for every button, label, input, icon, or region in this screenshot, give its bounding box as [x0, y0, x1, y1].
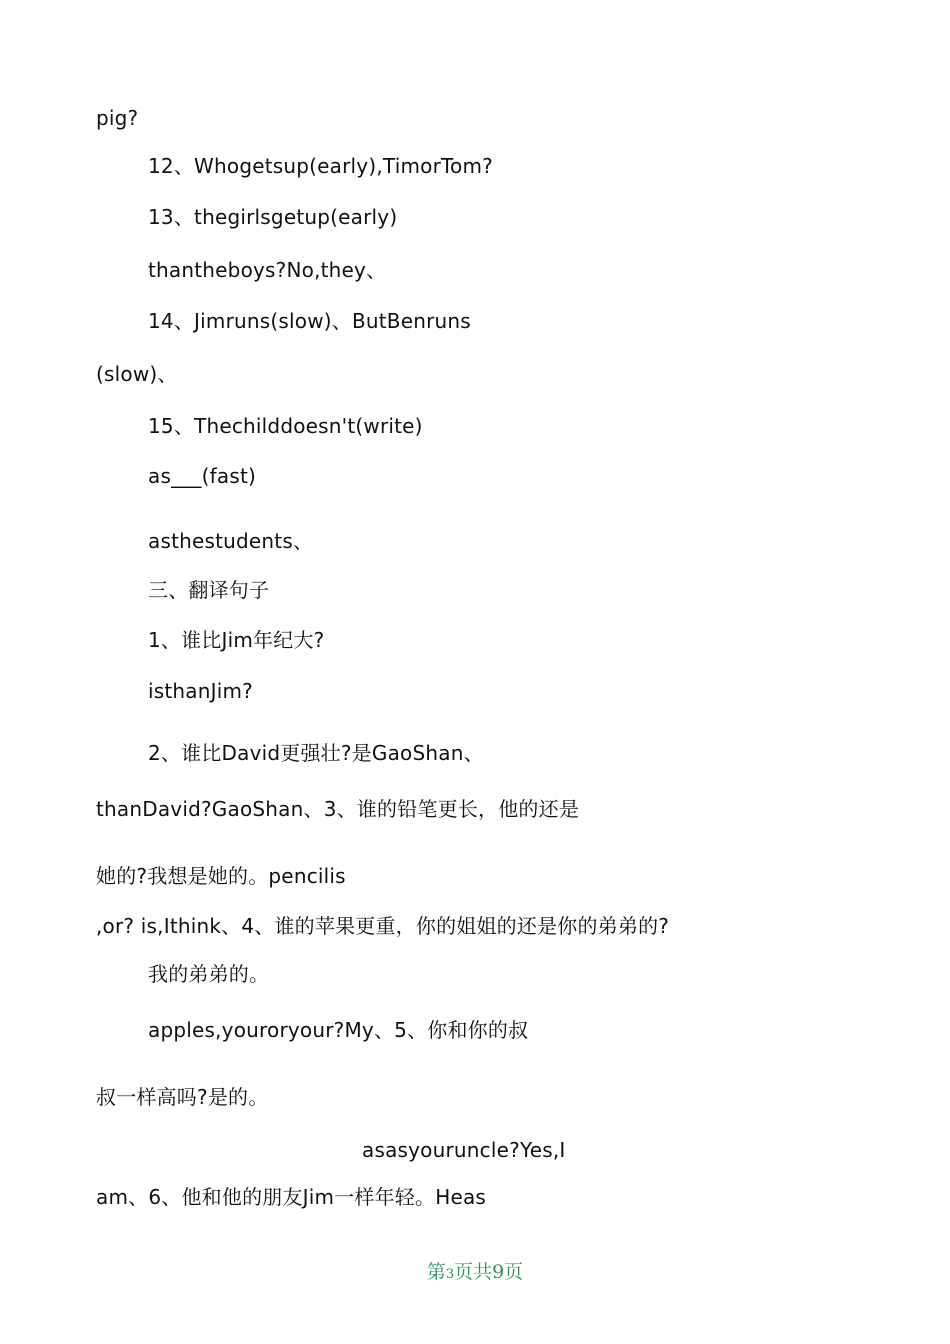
text-line-9: asthestudents、 — [148, 529, 314, 553]
text-line-7: 15、Thechilddoesn't(write) — [148, 414, 423, 438]
text-line-19: 叔一样高吗?是的。 — [96, 1085, 269, 1109]
text-line-15: 她的?我想是她的。pencilis — [96, 864, 346, 888]
footer-suffix: 页共9页 — [454, 1261, 524, 1283]
text-line-4: thantheboys?No,they、 — [148, 258, 387, 282]
page-footer — [0, 1259, 950, 1288]
text-line-2: 12、Whogetsup(early),TimorTom? — [148, 154, 493, 178]
text-line-5: 14、Jimruns(slow)、ButBenruns — [148, 309, 471, 333]
footer-prefix: 第 — [426, 1261, 446, 1283]
text-line-13: 2、谁比David更强壮?是GaoShan、 — [148, 741, 484, 765]
text-line-21: am、6、他和他的朋友Jim一样年轻。Heas — [96, 1185, 487, 1209]
text-line-17: 我的弟弟的。 — [148, 962, 270, 986]
text-line-16: ,or? is,Ithink、4、谁的苹果更重，你的姐姐的还是你的弟弟的? — [96, 914, 670, 938]
text-line-6: (slow)、 — [96, 362, 178, 386]
text-line-18: apples,youroryour?My、5、你和你的叔 — [148, 1018, 529, 1042]
text-line-12: isthanJim? — [148, 679, 253, 703]
text-line-14: thanDavid?GaoShan、3、谁的铅笔更长，他的还是 — [96, 797, 580, 821]
text-line-3: 13、thegirlsgetup(early) — [148, 205, 398, 229]
section-heading: 三、翻译句子 — [148, 578, 270, 602]
text-line-8: as___(fast) — [148, 464, 257, 488]
footer-page-number: 3 — [445, 1267, 455, 1282]
text-line-11: 1、谁比Jim年纪大? — [148, 628, 325, 652]
text-line-20: asasyouruncle?Yes,I — [362, 1138, 566, 1162]
text-line-1: pig? — [96, 106, 139, 130]
